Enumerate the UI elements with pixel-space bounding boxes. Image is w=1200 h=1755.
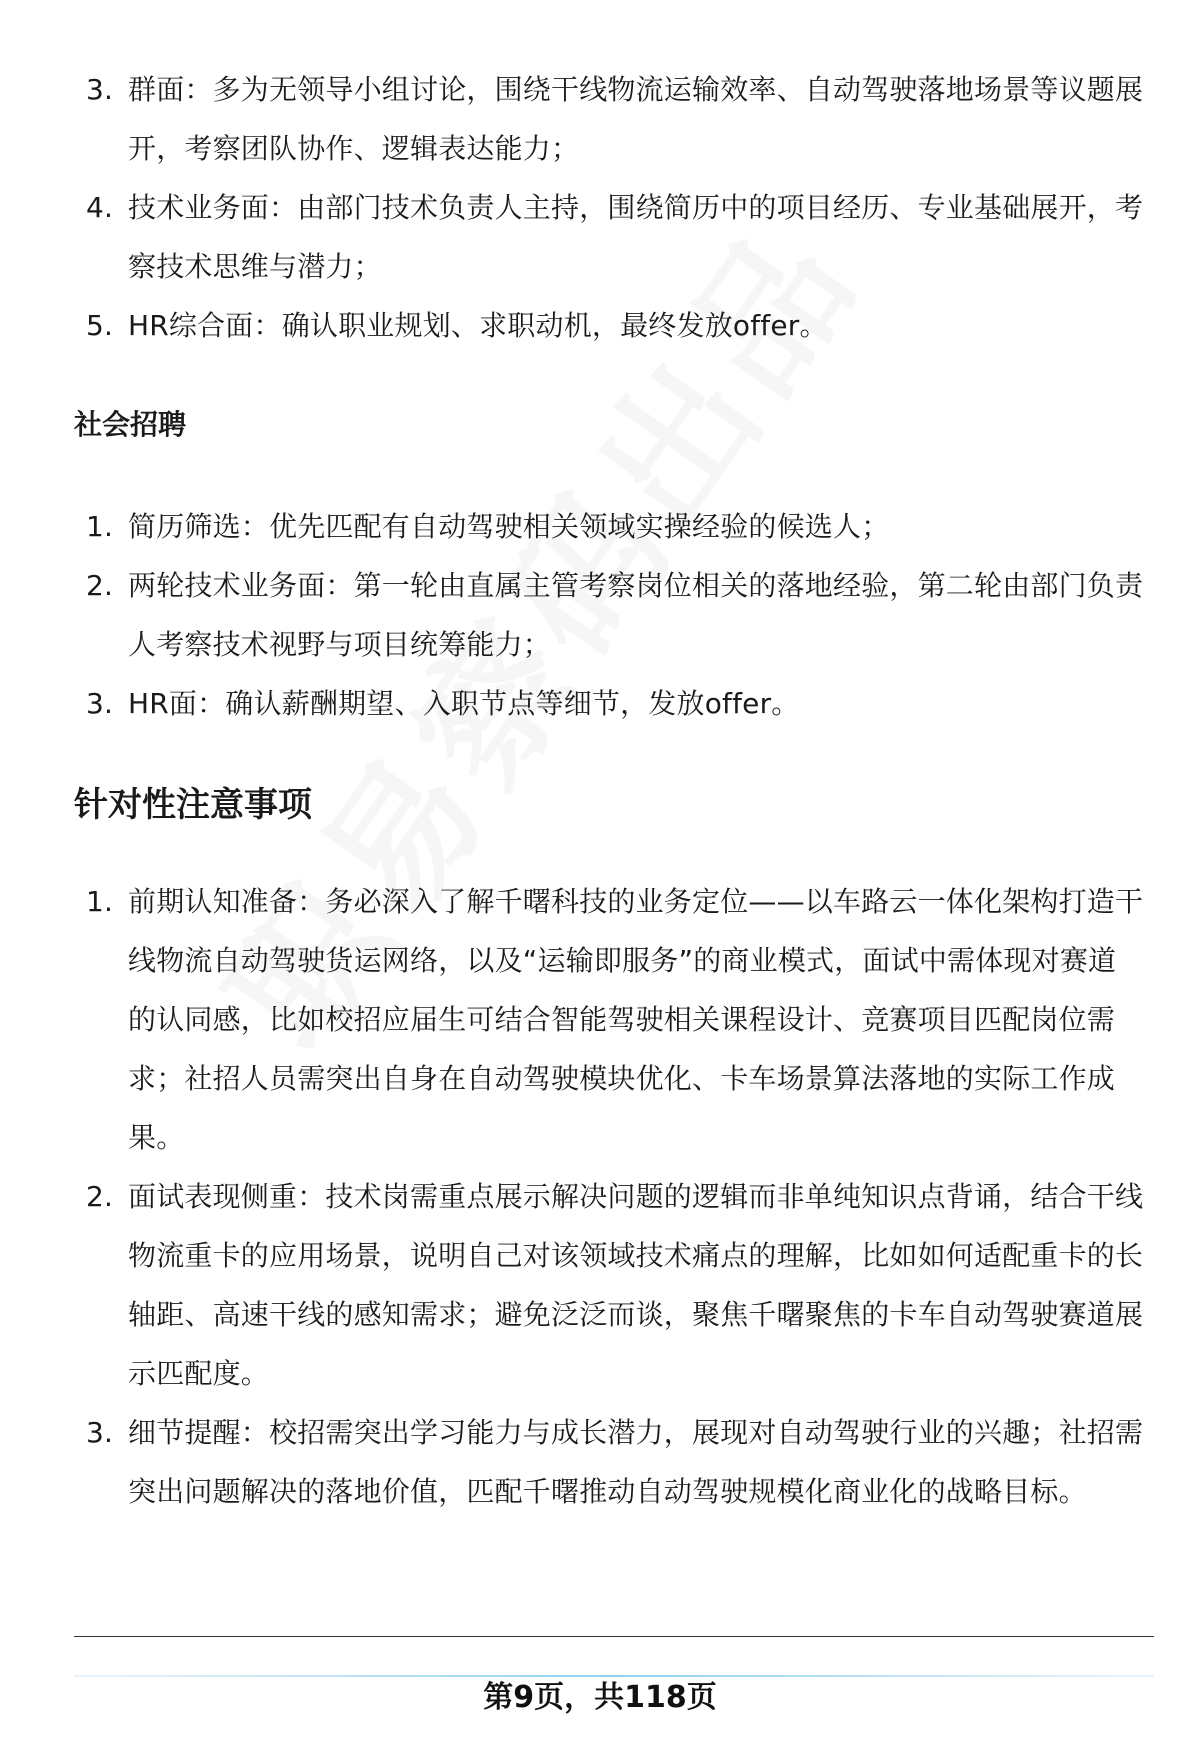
list-item-text: HR综合面：确认职业规划、求职动机，最终发放offer。: [128, 309, 828, 342]
list-item-text: 技术业务面：由部门技术负责人主持，围绕简历中的项目经历、专业基础展开，考察技术思维与潜力；: [128, 191, 1144, 283]
campus-recruitment-list: [74, 60, 1144, 355]
list-item-number: 1.: [86, 510, 114, 543]
list-item-number: 2.: [86, 1180, 114, 1213]
list-item-text: HR面：确认薪酬期望、入职节点等细节，发放offer。: [128, 687, 800, 720]
social-recruitment-list: [74, 497, 1144, 733]
list-item-number: 4.: [86, 191, 114, 224]
list-item-text: 群面：多为无领导小组讨论，围绕干线物流运输效率、自动驾驶落地场景等议题展开，考察团队协作、逻辑表达能力；: [128, 73, 1144, 165]
list-item-number: 5.: [86, 309, 114, 342]
list-item: [74, 296, 1144, 355]
footer-divider: [74, 1636, 1154, 1637]
list-item: [74, 1403, 1144, 1521]
page-number: 第9页，共118页: [483, 1680, 717, 1715]
list-item-text: 面试表现侧重：技术岗需重点展示解决问题的逻辑而非单纯知识点背诵，结合干线物流重卡的应用场景，说明自己对该领域技术痛点的理解，比如如何适配重卡的长轴距、高速干线的感知需求；避免泛泛而谈，聚焦千曙聚焦的卡车自动驾驶赛道展示匹配度。: [128, 1180, 1144, 1390]
list-item: [74, 872, 1144, 1167]
list-item-number: 3.: [86, 1416, 114, 1449]
list-item-text: 前期认知准备：务必深入了解千曙科技的业务定位——以车路云一体化架构打造干线物流自动驾驶货运网络，以及“运输即服务”的商业模式，面试中需体现对赛道的认同感，比如校招应届生可结合智能驾驶相关课程设计、竞赛项目匹配岗位需求；社招人员需突出自身在自动驾驶模块优化、卡车场景算法落地的实际工作成果。: [128, 885, 1144, 1154]
list-item: [74, 497, 1144, 556]
list-item: [74, 178, 1144, 296]
list-item-number: 2.: [86, 569, 114, 602]
list-item-number: 1.: [86, 885, 114, 918]
social-recruitment-heading: 社会招聘: [74, 408, 187, 441]
list-item-number: 3.: [86, 73, 114, 106]
list-item-number: 3.: [86, 687, 114, 720]
list-item-text: 简历筛选：优先匹配有自动驾驶相关领域实操经验的候选人；: [128, 510, 890, 543]
list-item-text: 细节提醒：校招需突出学习能力与成长潜力，展现对自动驾驶行业的兴趣；社招需突出问题解决的落地价值，匹配千曙推动自动驾驶规模化商业化的战略目标。: [128, 1416, 1144, 1508]
notes-list: [74, 872, 1144, 1521]
list-item: [74, 674, 1144, 733]
list-item-text: 两轮技术业务面：第一轮由直属主管考察岗位相关的落地经验，第二轮由部门负责人考察技术视野与项目统筹能力；: [128, 569, 1144, 661]
notes-section-title: 针对性注意事项: [74, 785, 312, 825]
list-item: [74, 60, 1144, 178]
list-item: [74, 556, 1144, 674]
list-item: [74, 1167, 1144, 1403]
